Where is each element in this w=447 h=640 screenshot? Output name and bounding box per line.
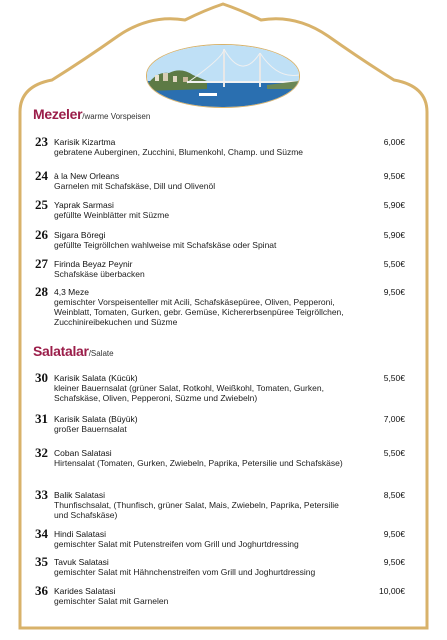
section-subtitle: /Salate	[88, 349, 114, 358]
item-name: Coban Salatasi	[54, 448, 112, 458]
item-name: Sigara Böregi	[54, 230, 106, 240]
item-price: 9,50€	[383, 557, 405, 567]
item-number: 23	[35, 134, 48, 149]
item-number: 28	[35, 284, 48, 299]
item-price: 5,50€	[383, 373, 405, 383]
item-price: 9,50€	[383, 287, 405, 297]
section-subtitle: /warme Vorspeisen	[82, 112, 151, 121]
item-name: Karisik Kizartma	[54, 137, 116, 147]
item-number: 27	[35, 256, 48, 271]
item-name: Karisik Salata (Büyük)	[54, 414, 138, 424]
item-number: 30	[35, 370, 48, 385]
item-price: 5,90€	[383, 230, 405, 240]
item-description: großer Bauernsalat	[54, 424, 127, 434]
item-name: Hindi Salatasi	[54, 529, 106, 539]
item-price: 5,50€	[383, 448, 405, 458]
item-price: 9,50€	[383, 529, 405, 539]
item-description: kleiner Bauernsalat (grüner Salat, Rotkohl, Weißkohl, Tomaten, Gurken, Schafskäse, Oliven, Pepperoni, Süzme und Zwiebeln)	[54, 383, 324, 403]
item-description: Garnelen mit Schafskäse, Dill und Olivenöl	[54, 181, 216, 191]
item-price: 9,50€	[383, 171, 405, 181]
item-description: Hirtensalat (Tomaten, Gurken, Zwiebeln, Paprika, Petersilie und Schafskäse)	[54, 458, 343, 468]
item-number: 34	[35, 526, 48, 541]
section-title: Mezeler	[33, 106, 83, 122]
item-name: Firinda Beyaz Peynir	[54, 259, 133, 269]
item-description: Thunfischsalat, (Thunfisch, grüner Salat, Mais, Zwiebeln, Paprika, Petersilie und Schafskäse)	[54, 500, 339, 520]
item-price: 7,00€	[383, 414, 405, 424]
item-description: gemischter Vorspeisenteller mit Acili, Schafskäsepüree, Oliven, Pepperoni, Weinblatt, Tomaten, Gurken, gebr. Gemüse, Kichererbsenpüree Teigröllchen, Zucchinireibekuchen und Süzme	[54, 297, 344, 327]
item-price: 6,00€	[383, 137, 405, 147]
item-name: Karides Salatasi	[54, 586, 116, 596]
item-description: gemischter Salat mit Hähnchenstreifen vom Grill und Joghurtdressing	[54, 567, 316, 577]
item-description: gefüllte Weinblätter mit Süzme	[54, 210, 170, 220]
item-description: gemischter Salat mit Garnelen	[54, 596, 169, 606]
section-title: Salatalar	[33, 343, 89, 359]
section-heading-mezeler	[33, 106, 150, 122]
item-description: gemischter Salat mit Putenstreifen vom Grill und Joghurtdressing	[54, 539, 299, 549]
item-description: Schafskäse überbacken	[54, 269, 145, 279]
item-price: 8,50€	[383, 490, 405, 500]
item-number: 25	[35, 197, 48, 212]
item-number: 26	[35, 227, 48, 242]
item-name: Karisik Salata (Kücük)	[54, 373, 138, 383]
item-name: Balik Salatasi	[54, 490, 106, 500]
item-number: 33	[35, 487, 48, 502]
item-price: 10,00€	[379, 586, 405, 596]
item-name: Tavuk Salatasi	[54, 557, 109, 567]
item-number: 31	[35, 411, 48, 426]
item-number: 36	[35, 583, 48, 598]
item-name: 4,3 Meze	[54, 287, 89, 297]
item-number: 35	[35, 554, 48, 569]
item-number: 32	[35, 445, 48, 460]
item-price: 5,50€	[383, 259, 405, 269]
item-price: 5,90€	[383, 200, 405, 210]
item-number: 24	[35, 168, 48, 183]
item-description: gebratene Auberginen, Zucchini, Blumenkohl, Champ. und Süzme	[54, 147, 304, 157]
item-description: gefüllte Teigröllchen wahlweise mit Schafskäse oder Spinat	[54, 240, 277, 250]
item-name: Yaprak Sarmasi	[54, 200, 114, 210]
section-heading-salatalar	[33, 343, 114, 359]
item-name: à la New Orleans	[54, 171, 120, 181]
